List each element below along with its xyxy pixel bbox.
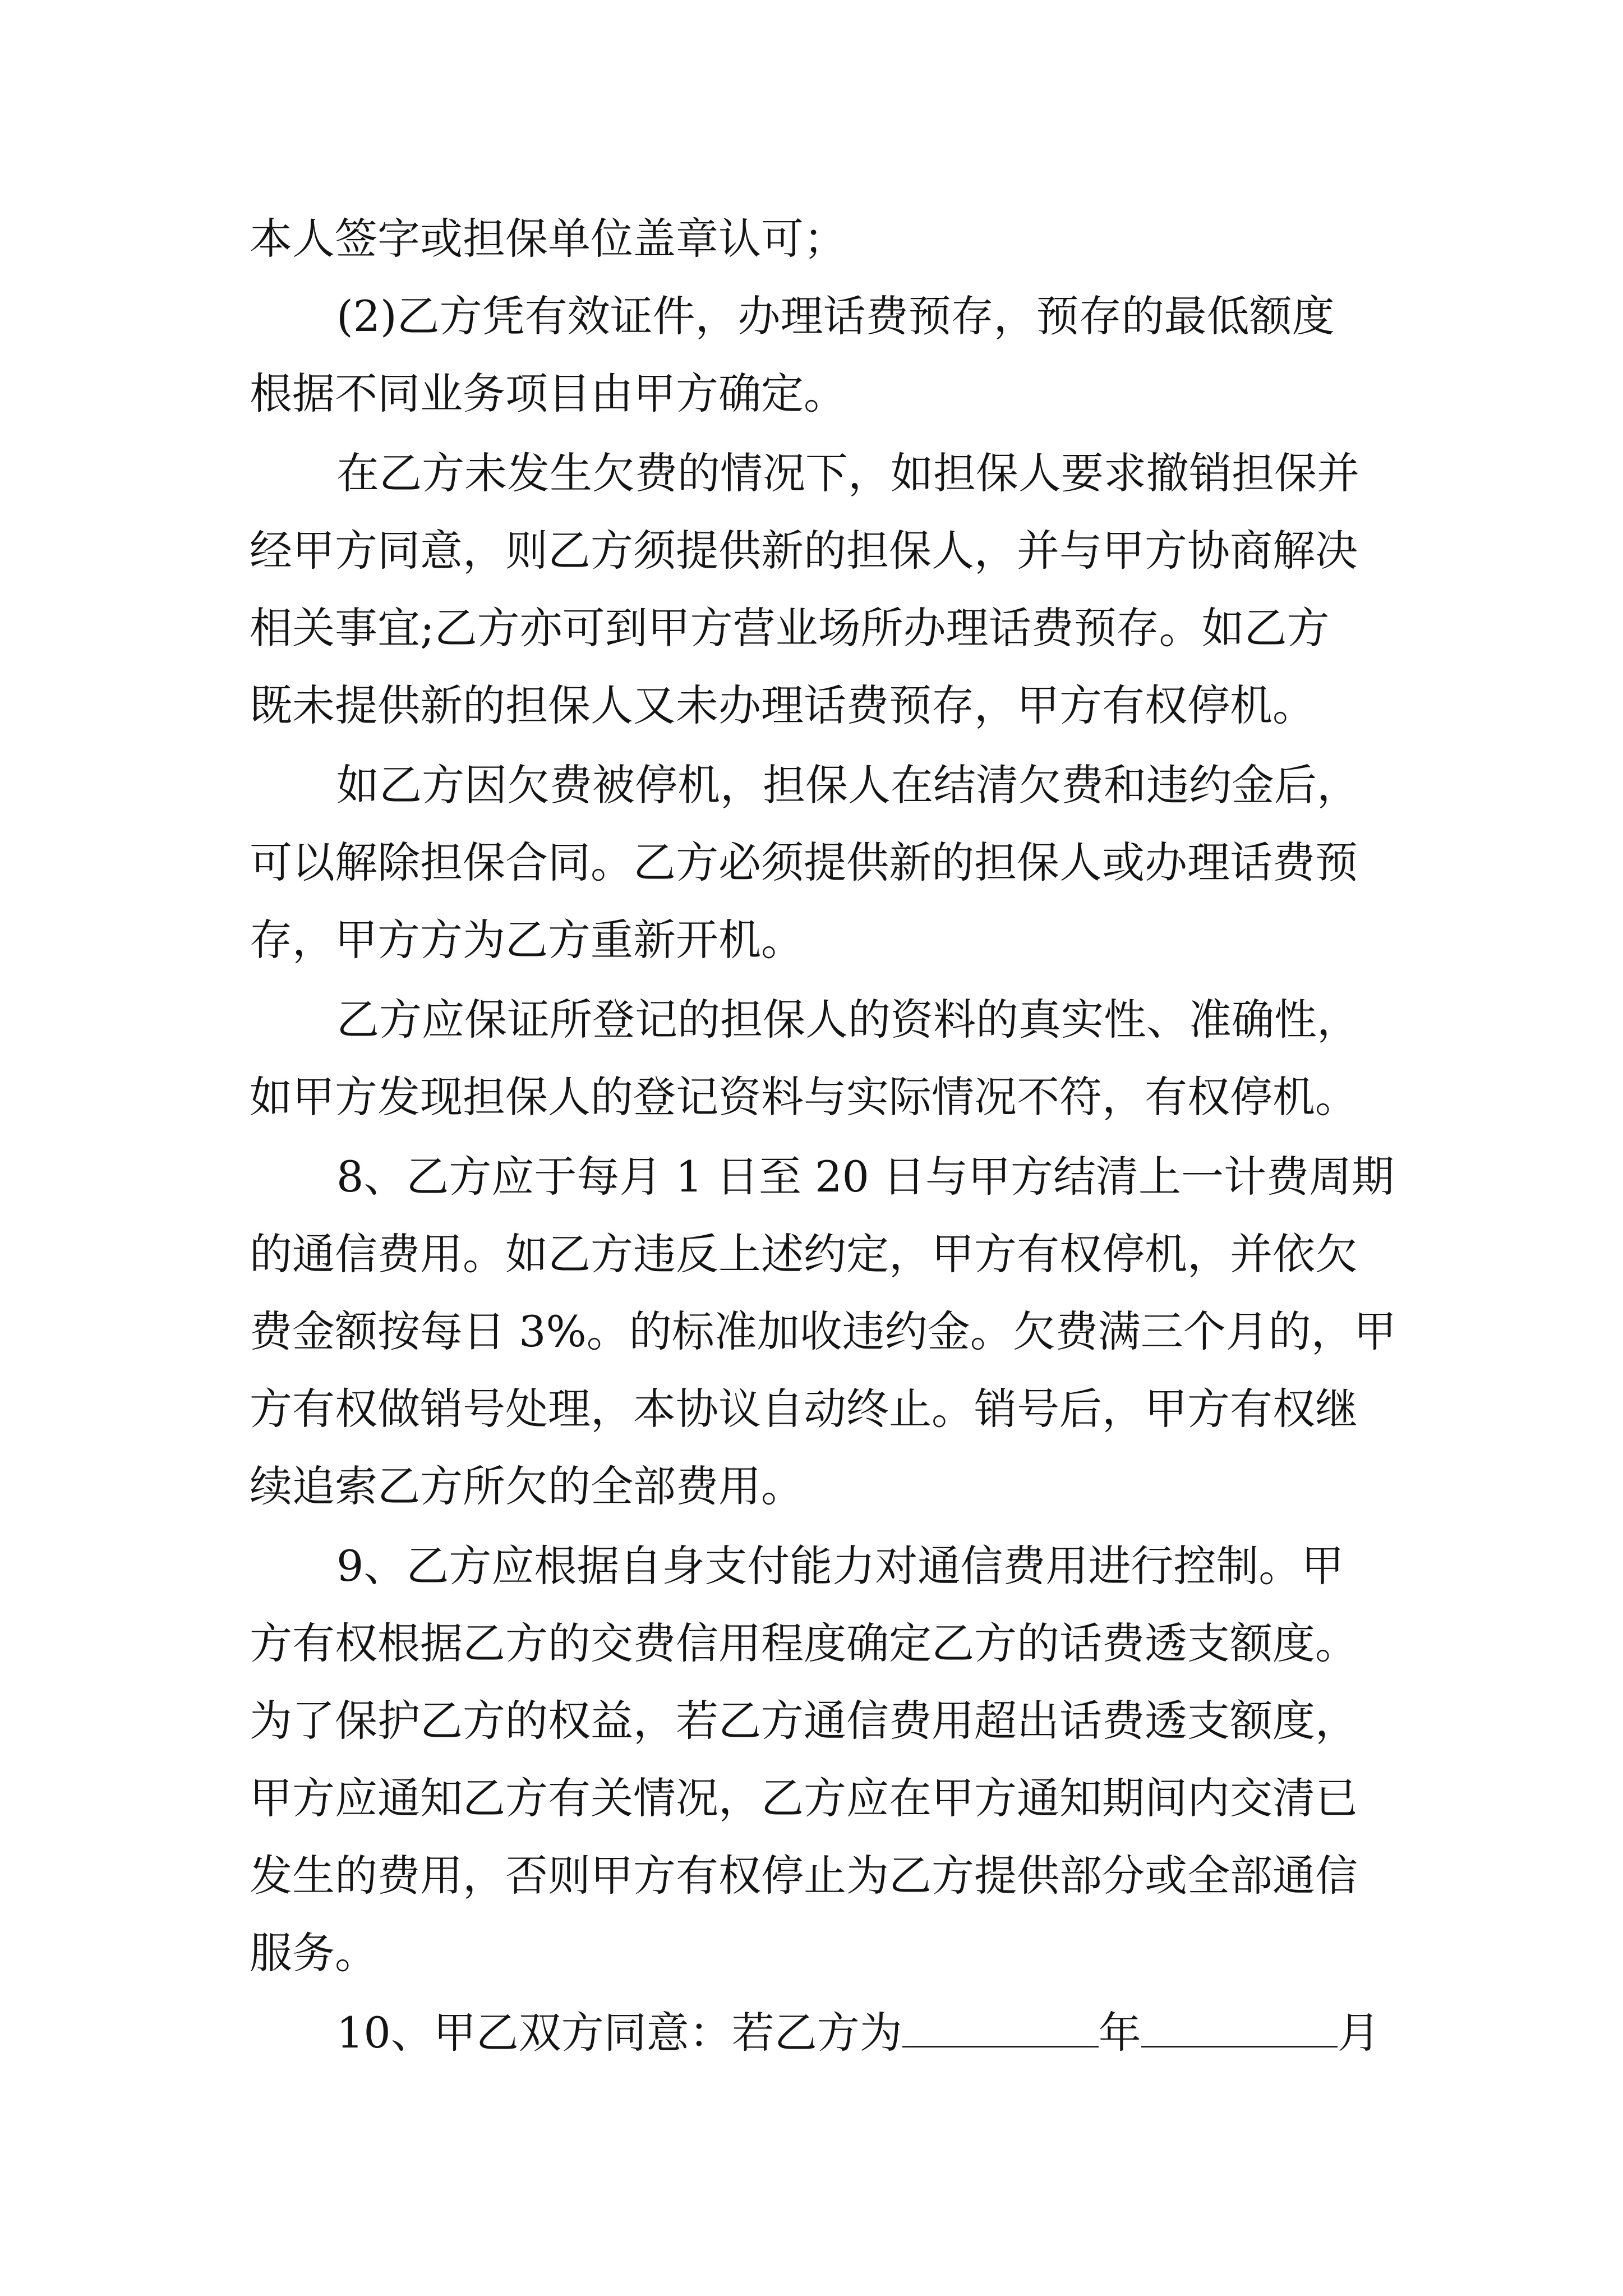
text-line: 的通信费用。如乙方违反上述约定，甲方有权停机，并依欠: [250, 1229, 1358, 1279]
text-line: 9、乙方应根据自身支付能力对通信费用进行控制。甲: [336, 1541, 1344, 1591]
text-line: (2)乙方凭有效证件，办理话费预存，预存的最低额度: [336, 291, 1335, 341]
text-line: 续追索乙方所欠的全部费用。: [250, 1461, 804, 1511]
clause-10-line: [336, 2002, 1623, 2064]
text-line: 方有权做销号处理，本协议自动终止。销号后，甲方有权继: [250, 1384, 1358, 1434]
text-line: 本人签字或担保单位盖章认可；: [250, 214, 846, 264]
text-line: 如乙方因欠费被停机，担保人在结清欠费和违约金后，: [336, 760, 1359, 810]
text-line: 在乙方未发生欠费的情况下，如担保人要求撤销担保并: [336, 448, 1359, 498]
text-line: 存，甲方方为乙方重新开机。: [250, 915, 804, 965]
month-blank: [1141, 2007, 1338, 2047]
text-line: 如甲方发现担保人的登记资料与实际情况不符，有权停机。: [250, 1072, 1358, 1122]
text-line: 甲方应通知乙方有关情况，乙方应在甲方通知期间内交清已: [250, 1773, 1358, 1823]
text-line: 相关事宜;乙方亦可到甲方营业场所办理话费预存。如乙方: [250, 603, 1330, 653]
text-line: 发生的费用，否则甲方有权停止为乙方提供部分或全部通信: [250, 1851, 1358, 1901]
month-label: 月: [1337, 2008, 1380, 2058]
clause-10-text: 10、甲乙双方同意：若乙方为: [336, 2008, 902, 2058]
text-line: 根据不同业务项目由甲方确定。: [250, 369, 846, 418]
text-line: 费金额按每日 3%。的标准加收违约金。欠费满三个月的，甲: [250, 1306, 1396, 1356]
text-line: 乙方应保证所登记的担保人的资料的真实性、准确性，: [336, 995, 1359, 1045]
text-line: 经甲方同意，则乙方须提供新的担保人，并与甲方协商解决: [250, 526, 1358, 576]
text-line: 既未提供新的担保人又未办理话费预存，甲方有权停机。: [250, 680, 1315, 730]
text-line: 方有权根据乙方的交费信用程度确定乙方的话费透支额度。: [250, 1618, 1358, 1668]
text-line: 为了保护乙方的权益，若乙方通信费用超出话费透支额度，: [250, 1696, 1358, 1746]
text-line: 服务。: [250, 1928, 377, 1978]
year-blank: [902, 2007, 1099, 2047]
year-label: 年: [1098, 2008, 1141, 2058]
text-line: 可以解除担保合同。乙方必须提供新的担保人或办理话费预: [250, 838, 1358, 887]
text-line: 8、乙方应于每月 1 日至 20 日与甲方结清上一计费周期: [336, 1152, 1395, 1202]
